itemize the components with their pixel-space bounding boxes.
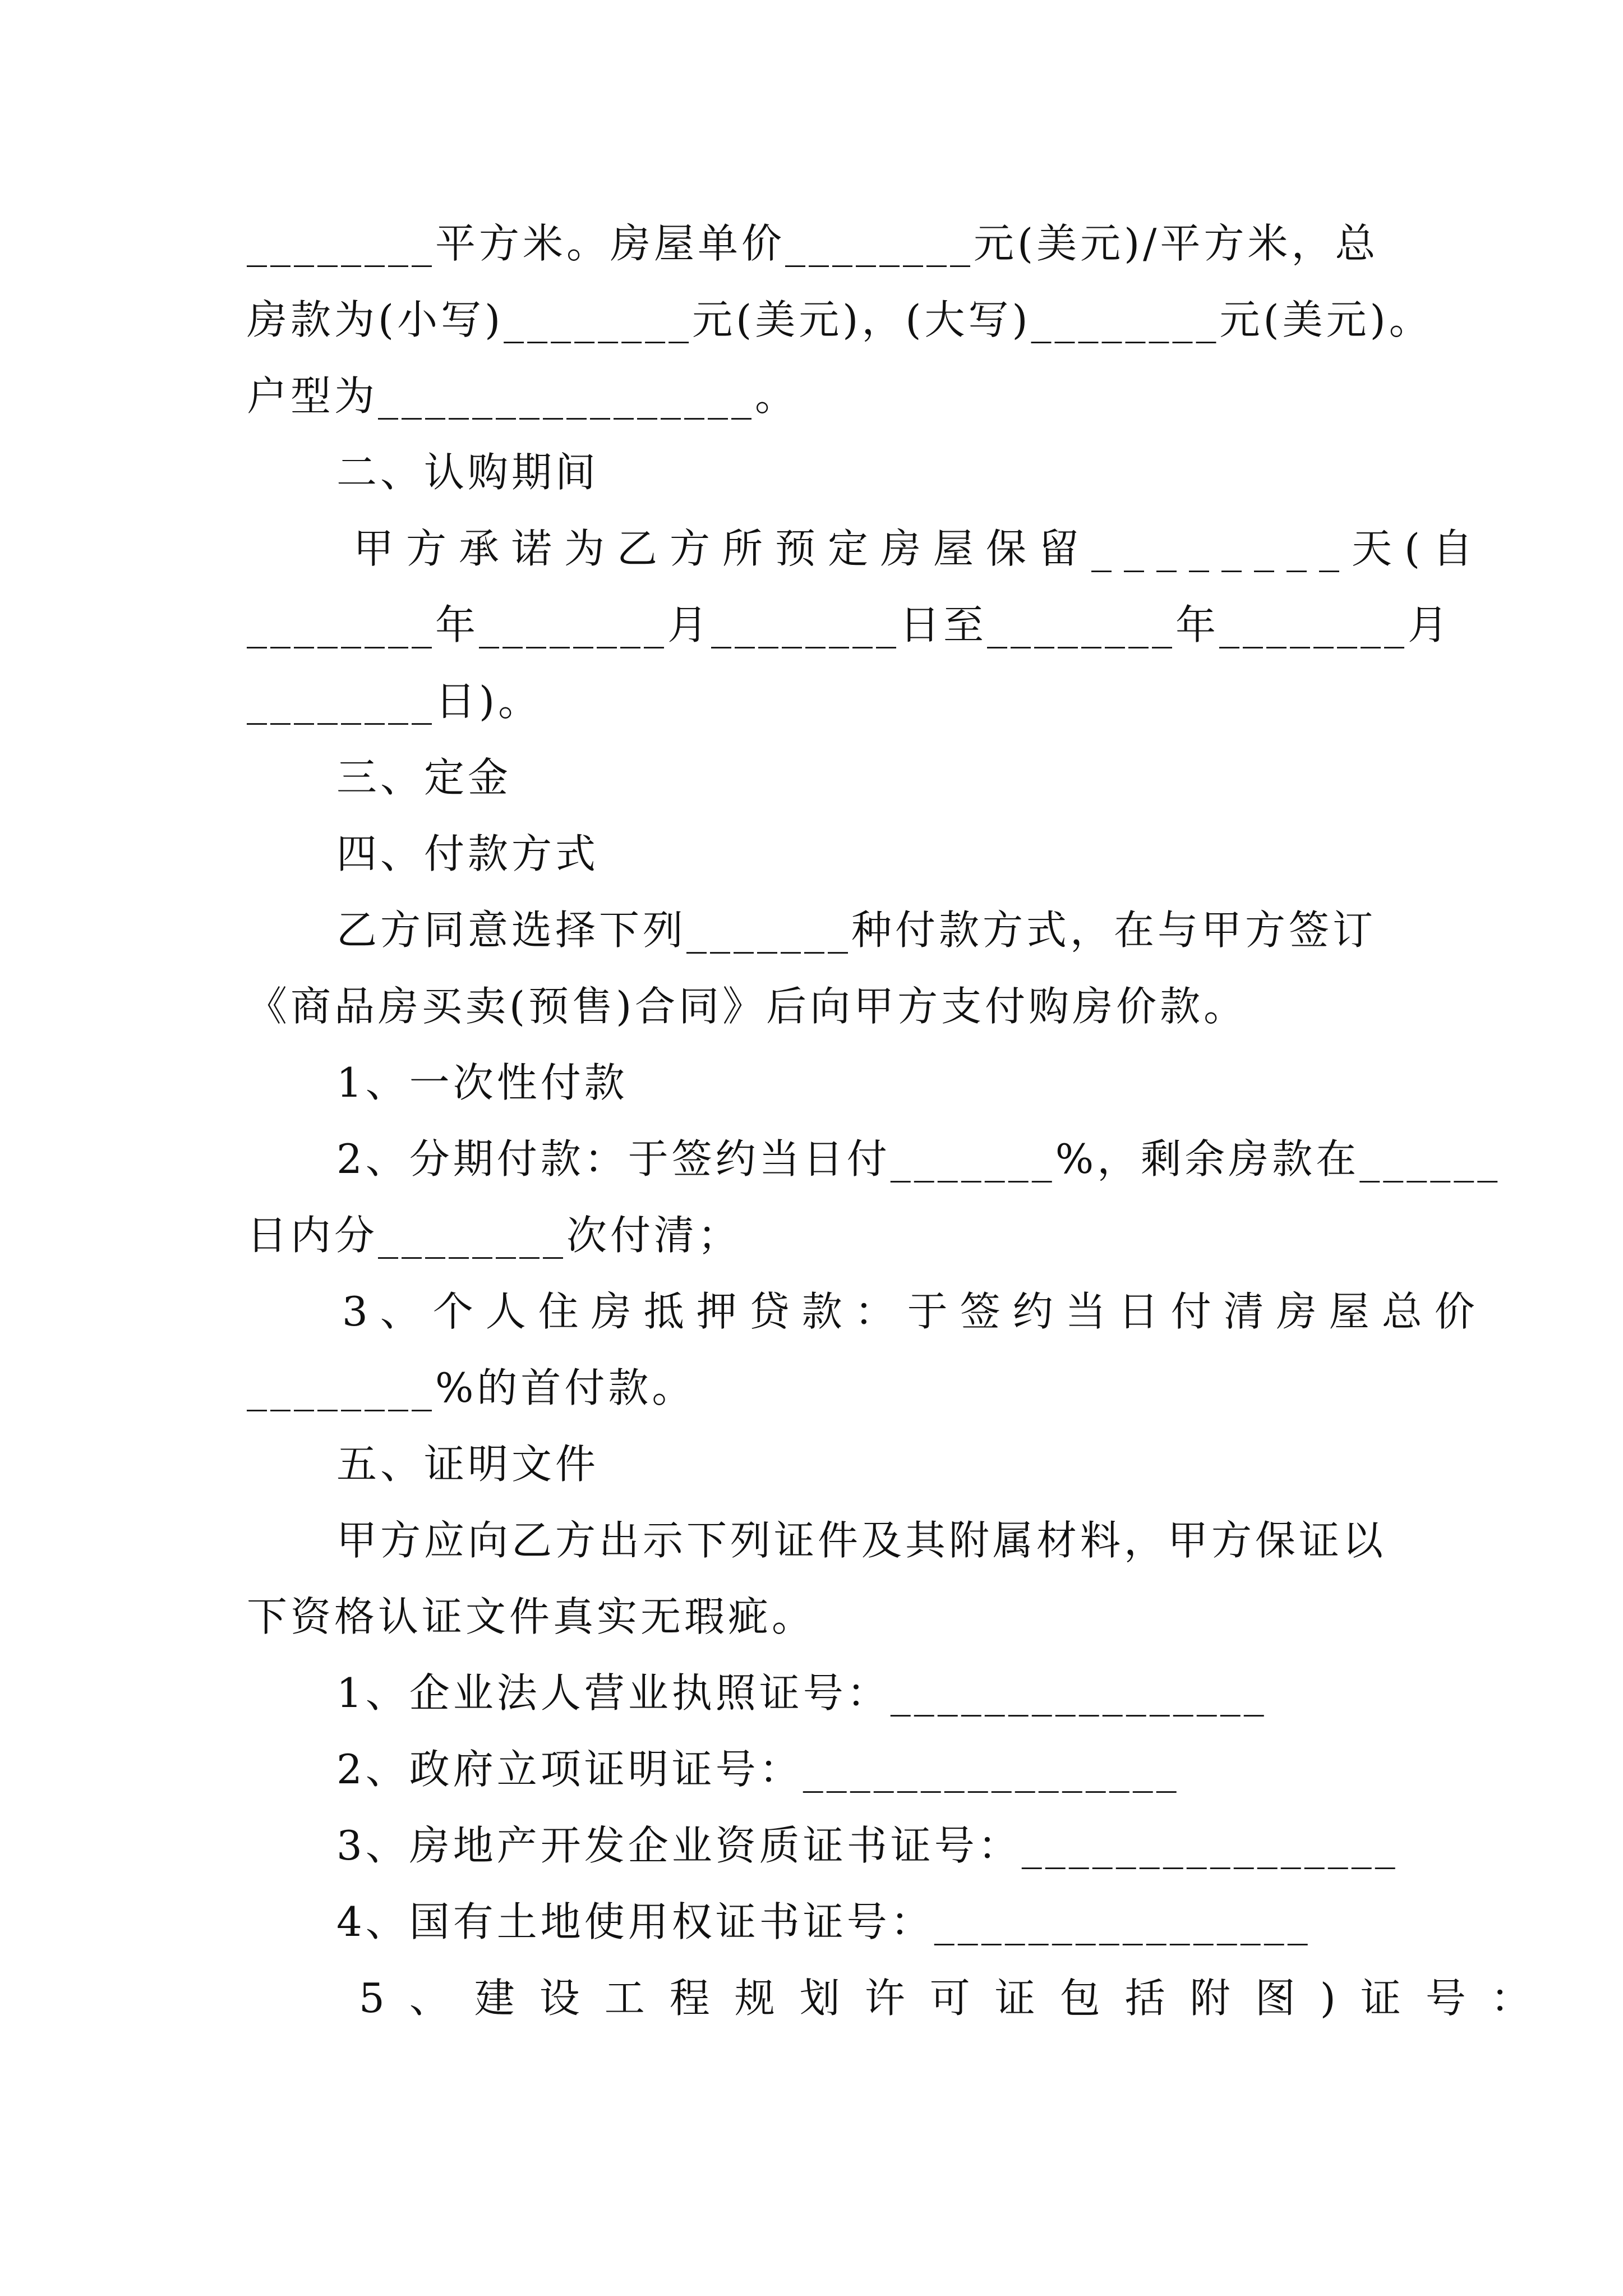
text-line: 乙方同意选择下列_______种付款方式，在与甲方签订	[336, 907, 1377, 954]
text-line: ________平方米。房屋单价________元(美元)/平方米，总	[247, 220, 1379, 267]
list-item: 5、建设工程规划许可证包括附图)证号：	[359, 1975, 1556, 2022]
text-line: 甲方承诺为乙方所预定房屋保留________天(自	[353, 525, 1486, 572]
text-line: ________%的首付款。	[247, 1364, 696, 1411]
text-line: 《商品房买卖(预售)合同》后向甲方支付购房价款。	[247, 983, 1248, 1030]
text-line: ________年________月________日至________年________月	[247, 601, 1451, 648]
section-heading: 二、认购期间	[336, 449, 600, 496]
list-item: 1、企业法人营业执照证号：________________	[336, 1669, 1267, 1717]
list-item: 2、分期付款：于签约当日付_______%，剩余房款在______	[336, 1135, 1501, 1182]
text-line: 户型为________________。	[247, 372, 799, 420]
list-item: 4、国有土地使用权证书证号：________________	[336, 1898, 1311, 1945]
list-item: 2、政府立项证明证号：________________	[336, 1746, 1180, 1793]
text-line: ________日)。	[247, 678, 542, 725]
section-heading: 五、证明文件	[336, 1441, 600, 1488]
section-heading: 三、定金	[336, 754, 512, 801]
list-item: 3、个人住房抵押贷款：于签约当日付清房屋总价	[342, 1288, 1487, 1335]
text-line: 甲方应向乙方出示下列证件及其附属材料，甲方保证以	[336, 1517, 1387, 1564]
list-item: 1、一次性付款	[336, 1059, 628, 1106]
text-line: 下资格认证文件真实无瑕疵。	[247, 1593, 816, 1640]
list-item: 3、房地产开发企业资质证书证号：________________	[336, 1822, 1399, 1869]
text-line: 日内分________次付清；	[247, 1212, 742, 1259]
section-heading: 四、付款方式	[336, 830, 600, 877]
text-line: 房款为(小写)________元(美元)，(大写)________元(美元)。	[247, 296, 1433, 343]
